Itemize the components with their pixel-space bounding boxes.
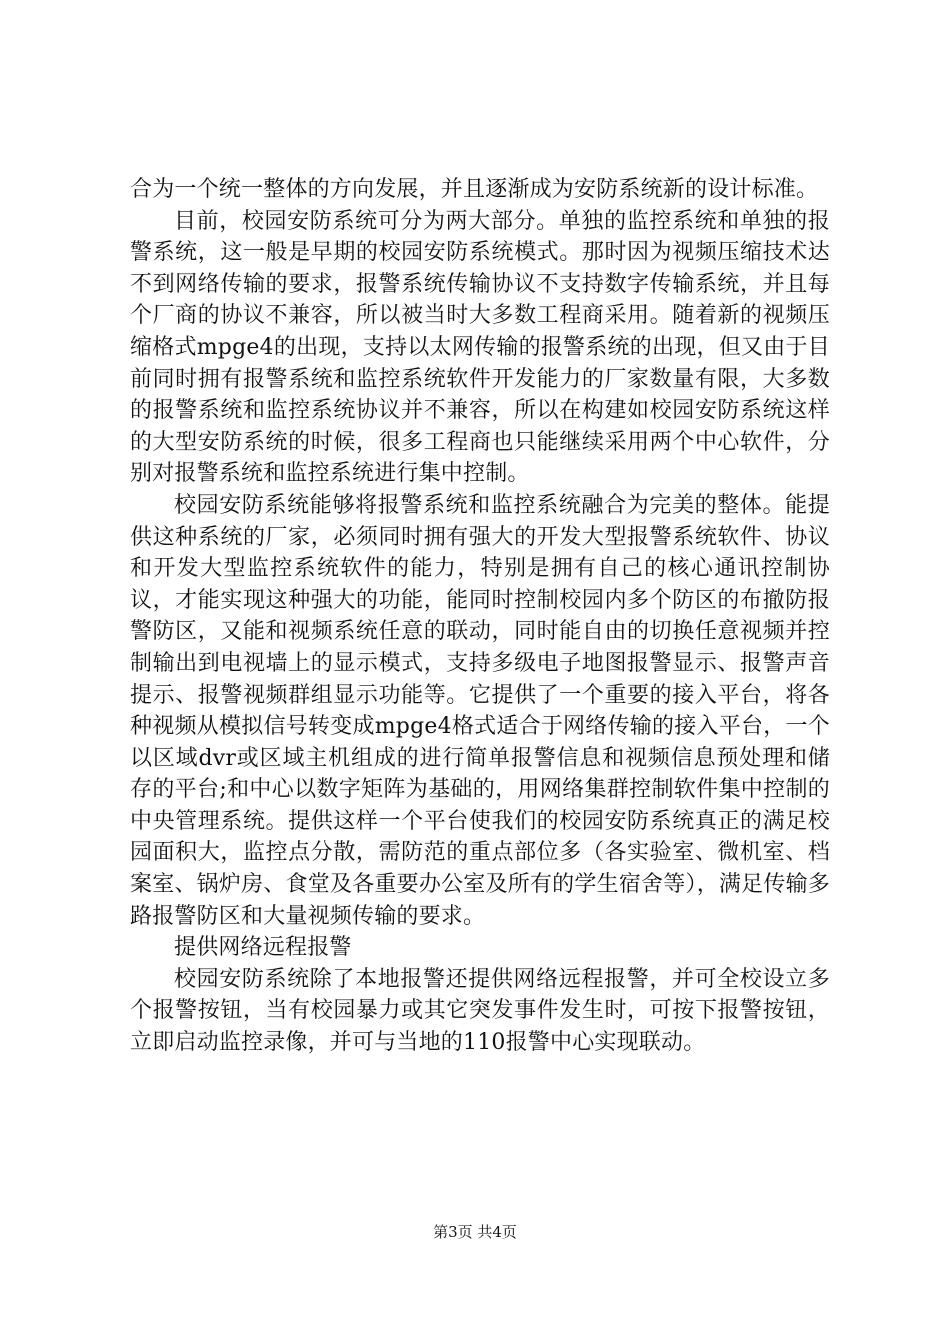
paragraph-campus-security-parts: 目前，校园安防系统可分为两大部分。单独的监控系统和单独的报警系统，这一般是早期的校园安防系统模式。那时因为视频压缩技术达不到网络传输的要求，报警系统传输协议不支持数字传输系统，并且每个厂商的协议不兼容，所以被当时大多数工程商采用。随着新的视频压缩格式mpge4的出现，支持以太网传输的报警系统的出现，但又由于目前同时拥有报警系统和监控系统软件开发能力的厂家数量有限，大多数的报警系统和监控系统协议并不兼容，所以在构建如校园安防系统这样的大型安防系统的时候，很多工程商也只能继续采用两个中心软件，分别对报警系统和监控系统进行集中控制。: [130, 208, 830, 487]
page-number: 第3页 共4页: [433, 1223, 517, 1241]
document-body: [130, 174, 830, 1059]
paragraph-remote-alarm: 校园安防系统除了本地报警还提供网络远程报警，并可全校设立多个报警按钮，当有校园暴力或其它突发事件发生时，可按下报警按钮，立即启动监控录像，并可与当地的110报警中心实现联动。: [130, 966, 830, 1056]
page-footer: [0, 1222, 950, 1242]
paragraph-continuation: 合为一个统一整体的方向发展，并且逐渐成为安防系统新的设计标准。: [130, 177, 819, 202]
paragraph-integrated-system: 校园安防系统能够将报警系统和监控系统融合为完美的整体。能提供这种系统的厂家，必须同时拥有强大的开发大型报警系统软件、协议和开发大型监控系统软件的能力，特别是拥有自己的核心通讯控制协议，才能实现这种强大的功能，能同时控制校园内多个防区的布撤防报警防区，又能和视频系统任意的联动，同时能自由的切换任意视频并控制输出到电视墙上的显示模式，支持多级电子地图报警显示、报警声音提示、报警视频群组显示功能等。它提供了一个重要的接入平台，将各种视频从模拟信号转变成mpge4格式适合于网络传输的接入平台，一个以区域dvr或区域主机组成的进行简单报警信息和视频信息预处理和储存的平台;和中心以数字矩阵为基础的，用网络集群控制软件集中控制的中央管理系统。提供这样一个平台使我们的校园安防系统真正的满足校园面积大，监控点分散，需防范的重点部位多（各实验室、微机室、档案室、锅炉房、食堂及各重要办公室及所有的学生宿舍等），满足传输多路报警防区和大量视频传输的要求。: [130, 492, 830, 929]
section-heading-remote-alarm: 提供网络远程报警: [174, 935, 352, 961]
